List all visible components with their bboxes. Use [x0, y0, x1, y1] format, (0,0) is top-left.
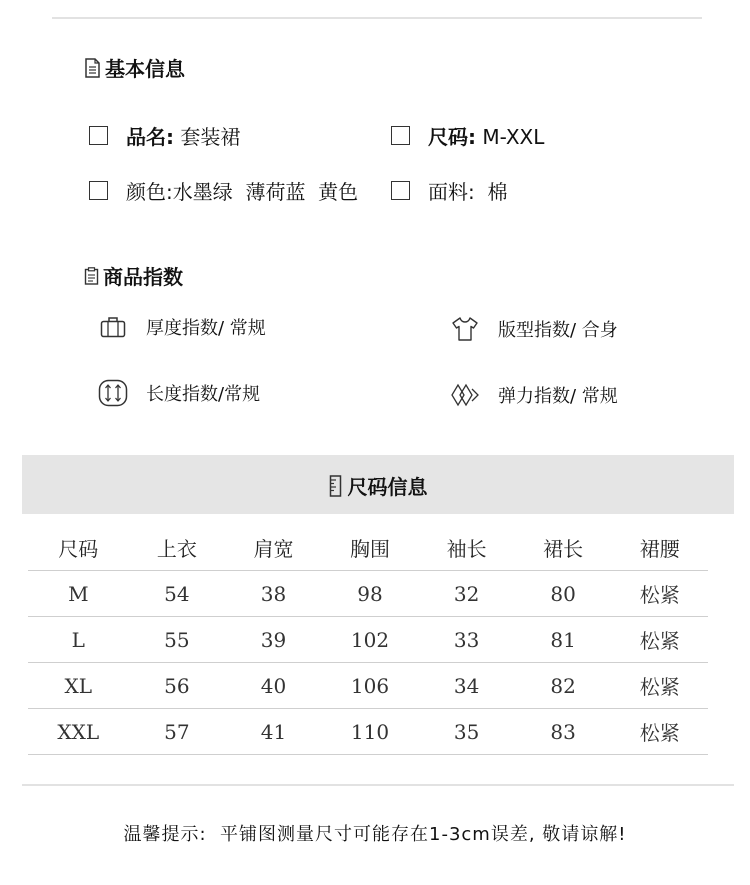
fabric-row — [391, 176, 507, 205]
column-header: 肩宽 — [253, 536, 294, 561]
column-header: 胸围 — [350, 536, 391, 561]
product-name-value: 套装裙 — [180, 125, 241, 149]
length-icon — [98, 378, 128, 408]
table-cell: XL — [28, 663, 129, 709]
table-cell: 54 — [129, 571, 226, 617]
color-text: 颜色:水墨绿 薄荷蓝 黄色 — [126, 180, 359, 204]
table-cell: 39 — [225, 617, 322, 663]
clipboard-icon — [84, 267, 99, 285]
table-cell: 35 — [418, 709, 515, 755]
checkbox[interactable] — [391, 181, 410, 200]
bag-icon — [98, 312, 128, 342]
fit-index — [450, 314, 618, 344]
column-header: 上衣 — [156, 536, 197, 561]
column-header: 尺码 — [58, 536, 99, 561]
size-range-value: M-XXL — [482, 125, 545, 149]
table-cell: 83 — [515, 709, 612, 755]
table-row — [28, 663, 708, 709]
table-cell: 56 — [129, 663, 226, 709]
checkbox[interactable] — [89, 181, 108, 200]
table-cell: 81 — [515, 617, 612, 663]
document-icon — [84, 58, 101, 78]
column-header: 袖长 — [446, 536, 487, 561]
table-cell: 33 — [418, 617, 515, 663]
table-cell: 110 — [322, 709, 419, 755]
thickness-index-label: 厚度指数/ 常规 — [146, 318, 266, 339]
table-header-row — [28, 524, 708, 571]
size-table — [28, 524, 708, 755]
top-divider — [52, 17, 702, 19]
stretch-index-label: 弹力指数/ 常规 — [498, 386, 618, 407]
bottom-divider — [22, 784, 734, 786]
table-cell: 106 — [322, 663, 419, 709]
thickness-index — [98, 312, 266, 342]
column-header: 裙腰 — [639, 536, 680, 561]
checkbox[interactable] — [89, 126, 108, 145]
table-row — [28, 571, 708, 617]
checkbox[interactable] — [391, 126, 410, 145]
table-cell: 松紧 — [611, 663, 708, 709]
table-cell: 松紧 — [611, 709, 708, 755]
product-name-label: 品名: — [126, 125, 174, 149]
size-info-title: 尺码信息 — [347, 475, 428, 499]
product-index-title — [84, 261, 183, 290]
table-cell: 34 — [418, 663, 515, 709]
table-row — [28, 709, 708, 755]
table-cell: 57 — [129, 709, 226, 755]
table-cell: 80 — [515, 571, 612, 617]
table-cell: 82 — [515, 663, 612, 709]
table-cell: 55 — [129, 617, 226, 663]
size-info-header — [22, 455, 734, 514]
product-name-row — [89, 121, 240, 150]
length-index — [98, 378, 260, 408]
measurement-tip: 温馨提示: 平铺图测量尺寸可能存在1-3cm误差, 敬请谅解! — [123, 824, 627, 845]
table-cell: 松紧 — [611, 617, 708, 663]
table-cell: 41 — [225, 709, 322, 755]
color-row — [89, 176, 358, 205]
stretch-icon — [450, 380, 480, 410]
length-index-label: 长度指数/常规 — [146, 384, 261, 405]
table-cell: 98 — [322, 571, 419, 617]
tshirt-icon — [450, 314, 480, 344]
size-range-label: 尺码: — [428, 125, 476, 149]
table-cell: 38 — [225, 571, 322, 617]
size-range-row — [391, 121, 544, 150]
section-title-text: 商品指数 — [103, 265, 183, 289]
table-cell: XXL — [28, 709, 129, 755]
basic-info-title — [84, 53, 185, 82]
table-cell: L — [28, 617, 129, 663]
table-cell: 松紧 — [611, 571, 708, 617]
fit-index-label: 版型指数/ 合身 — [498, 320, 618, 341]
column-header: 裙长 — [543, 536, 584, 561]
table-cell: 32 — [418, 571, 515, 617]
stretch-index — [450, 380, 618, 410]
ruler-icon — [329, 475, 342, 497]
fabric-text: 面料: 棉 — [428, 180, 508, 204]
table-cell: M — [28, 571, 129, 617]
section-title-text: 基本信息 — [105, 57, 185, 81]
table-row — [28, 617, 708, 663]
table-cell: 102 — [322, 617, 419, 663]
table-cell: 40 — [225, 663, 322, 709]
